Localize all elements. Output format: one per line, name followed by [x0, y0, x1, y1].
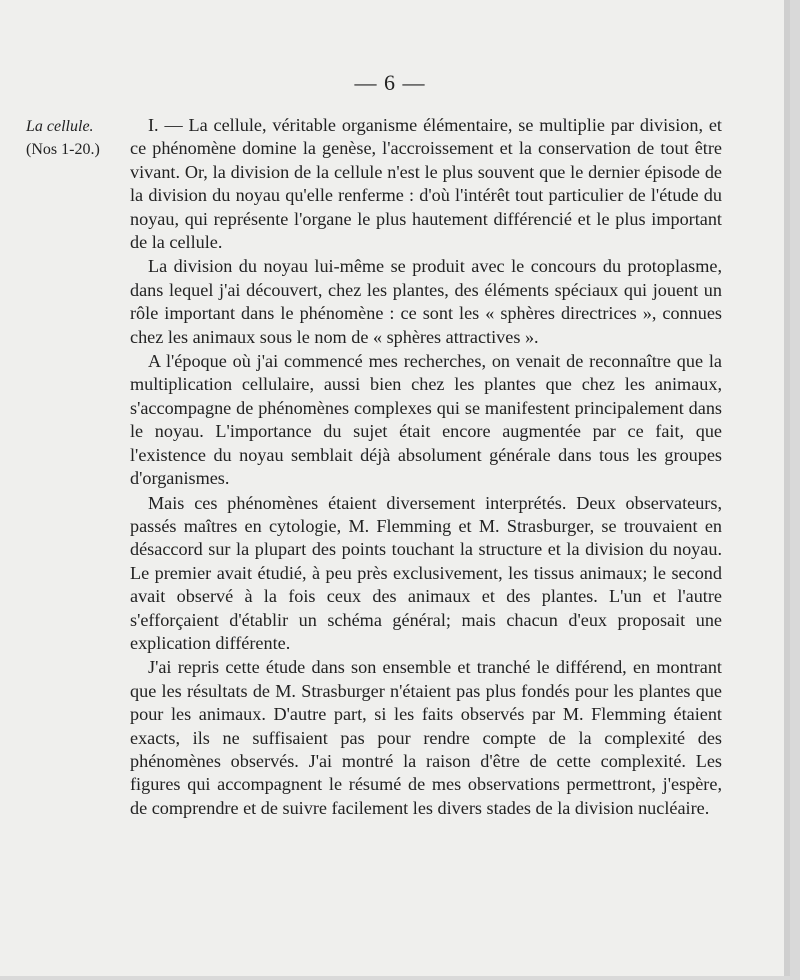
paragraph-1: I. — La cellule, véritable organisme élémentaire, se multiplie par division, et ce phénomène domine la genèse, l'accroissement et la conservation de tout être vivant. Or, la division de la cellule n'est le plus souvent que le dernier épisode de la division du noyau qu'elle renferme : d'où l'intérêt tout particulier de l'étude du noyau, qui représente l'organe le plus hautement différencié et le plus important de la cellule.	[130, 115, 722, 253]
page-number: — 6 —	[354, 70, 426, 95]
paragraph-4: Mais ces phénomènes étaient diversement interprétés. Deux observateurs, passés maîtres en cytologie, M. Flemming et M. Strasburger, se trouvaient en désaccord sur la plupart des points touchant la structure et la division du noyau. Le premier avait étudié, à peu près exclusivement, les tissus animaux; le second avait observé à la fois ceux des animaux et des plantes. L'un et l'autre s'efforçaient d'établir un schéma général; mais chacun d'eux proposait une explication différente.	[130, 492, 722, 653]
paragraph-3: A l'époque où j'ai commencé mes recherches, on venait de reconnaître que la multiplication cellulaire, aussi bien chez les plantes que chez les animaux, s'accompagne de phénomènes complexes qui se manifestent principalement dans le noyau. L'importance du sujet était encore augmentée par ce fait, que l'existence du noyau semblait déjà absolument générale dans tous les groupes d'organismes.	[130, 351, 722, 489]
margin-reference: (Nos 1-20.)	[26, 141, 100, 158]
margin-title: La cellule.	[26, 118, 94, 135]
paragraph-2: La division du noyau lui-même se produit avec le concours du protoplasme, dans lequel j'ai découvert, chez les plantes, des éléments spéciaux qui jouent un rôle important dans le phénomène : ce sont les « sphères directrices », connues chez les animaux sous le nom de « sphères attractives ».	[130, 256, 722, 347]
paragraph-5: J'ai repris cette étude dans son ensemble et tranché le différend, en montrant que les résultats de M. Strasburger n'étaient pas plus fondés pour les plantes que pour les animaux. D'autre part, si les faits observés par M. Flemming étaient exacts, ils ne suffisaient pas pour rendre compte de la complexité des phénomènes observés. J'ai montré la raison d'être de cette complexité. Les figures qui accompagnent le résumé de mes observations permettront, j'espère, de comprendre et de suivre facilement les divers stades de la division nucléaire.	[130, 657, 722, 818]
body-text	[130, 114, 722, 820]
